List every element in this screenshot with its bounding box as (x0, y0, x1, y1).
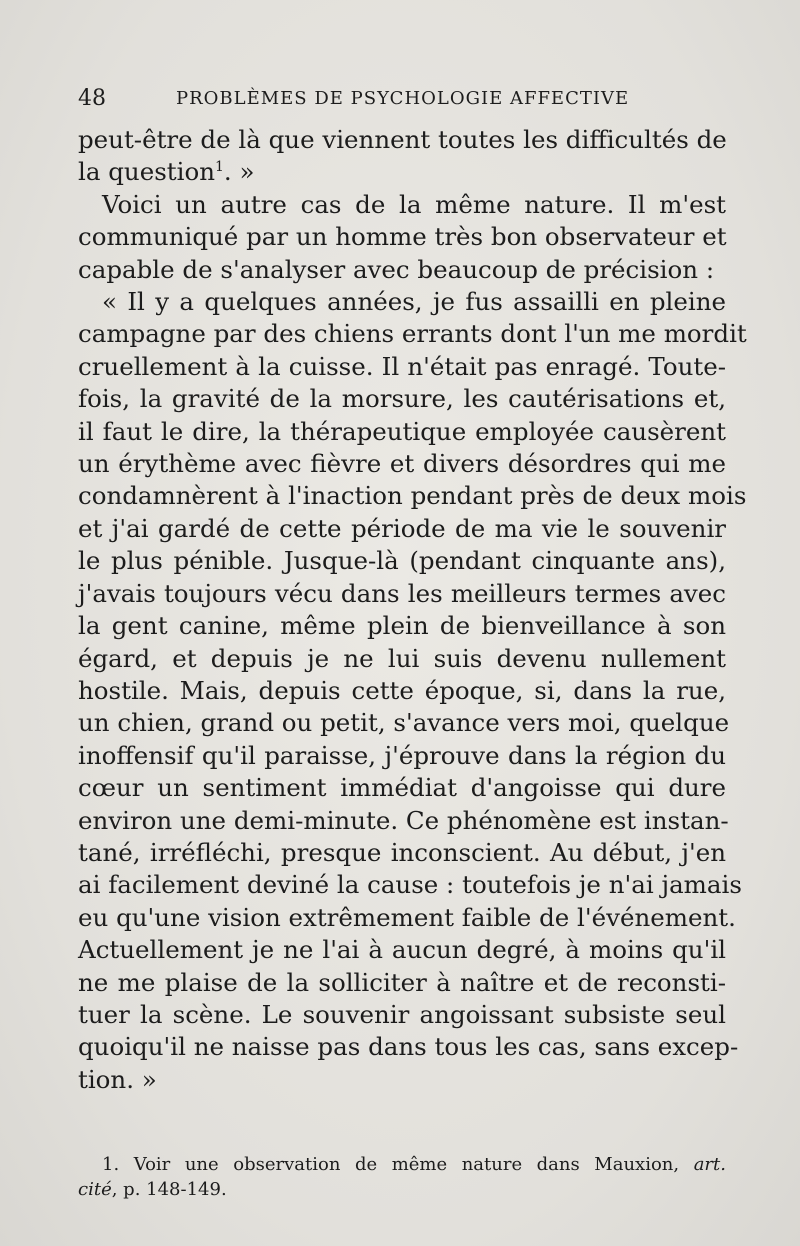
footnote-text: , p. 148-149. (111, 1179, 227, 1200)
text-line: la gent canine, même plein de bienveillance à son (78, 611, 726, 641)
text-line: « Il y a quelques années, je fus assailli en pleine (102, 287, 726, 317)
footnote-line (78, 1177, 726, 1202)
text-line: tion. » (78, 1064, 157, 1094)
page-number: 48 (78, 86, 106, 111)
footnote-italic: art. (693, 1154, 726, 1175)
text-line: j'avais toujours vécu dans les meilleurs termes avec (78, 578, 726, 608)
text-line: hostile. Mais, depuis cette époque, si, dans la rue, (78, 675, 726, 705)
text-fragment: . » (223, 157, 255, 187)
text-line: communiqué par un homme très bon observateur et (78, 222, 727, 252)
running-title: PROBLÈMES DE PSYCHOLOGIE AFFECTIVE (176, 88, 630, 109)
text-line: ne me plaise de la solliciter à naître et de reconsti- (78, 967, 726, 997)
text-line: capable de s'analyser avec beaucoup de précision : (78, 254, 715, 284)
page-header (78, 86, 758, 116)
text-line: et j'ai gardé de cette période de ma vie le souvenir (78, 513, 726, 543)
text-fragment: la question (78, 157, 215, 187)
text-line: égard, et depuis je ne lui suis devenu nullement (78, 643, 726, 673)
text-line: il faut le dire, la thérapeutique employée causèrent (78, 416, 726, 446)
text-line: eu qu'une vision extrêmement faible de l'événement. (78, 902, 736, 932)
footnote-marker[interactable]: 1 (214, 159, 224, 176)
text-line: environ une demi-minute. Ce phénomène est instan- (78, 805, 729, 835)
text-line: Actuellement je ne l'ai à aucun degré, à moins qu'il (78, 935, 726, 965)
text-line (78, 156, 726, 188)
footnote-line (78, 1152, 726, 1177)
text-line: Voici un autre cas de la même nature. Il m'est (102, 189, 726, 219)
text-line: tané, irréfléchi, presque inconscient. Au début, j'en (78, 837, 726, 867)
text-line: un chien, grand ou petit, s'avance vers moi, quelque (78, 708, 730, 738)
footnote-italic: cité (78, 1179, 112, 1200)
text-line: campagne par des chiens errants dont l'un me mordit (78, 319, 747, 349)
footnote-text: 1. Voir une observation de même nature dans Mauxion, (102, 1154, 680, 1175)
text-line: condamnèrent à l'inaction pendant près de deux mois (78, 481, 747, 511)
body-text (78, 124, 747, 1096)
text-line: quoiqu'il ne naisse pas dans tous les cas, sans excep- (78, 1032, 739, 1062)
text-line: ai facilement deviné la cause : toutefois je n'ai jamais (78, 870, 742, 900)
text-line: cruellement à la cuisse. Il n'était pas enragé. Toute- (78, 351, 726, 381)
text-line: cœur un sentiment immédiat d'angoisse qui dure (78, 773, 726, 803)
text-line: tuer la scène. Le souvenir angoissant subsiste seul (78, 999, 726, 1029)
text-line: le plus pénible. Jusque-là (pendant cinquante ans), (78, 546, 726, 576)
footnote (78, 1152, 726, 1202)
text-line: fois, la gravité de la morsure, les cautérisations et, (78, 384, 726, 414)
text-line: un érythème avec fièvre et divers désordres qui me (78, 449, 726, 479)
text-line: inoffensif qu'il paraisse, j'éprouve dans la région du (78, 740, 726, 770)
text-line: peut-être de là que viennent toutes les difficultés de (78, 125, 727, 154)
